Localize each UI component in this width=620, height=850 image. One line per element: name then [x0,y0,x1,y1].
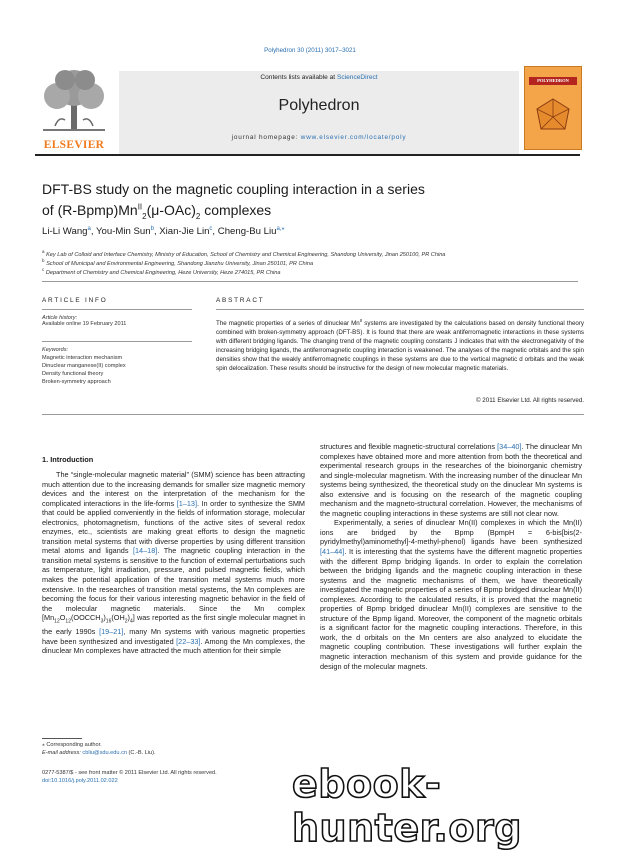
cover-polyhedron-art [535,97,571,133]
homepage-prefix: journal homepage: [231,134,301,141]
section-heading-introduction: 1. Introduction [42,455,94,464]
article-history [42,315,182,327]
email-link[interactable]: cbliu@sdu.edu.cn [82,750,127,756]
history-value: Available online 19 February 2011 [42,321,127,327]
keywords-block [42,346,182,386]
paragraph: structures and flexible magnetic-structural correlations [34–40]. The dinuclear Mn complexes have obtained more and more attention from both the theoretical and experimental research groups in the researches of the bioinorganic chemistry and single-molecular magnetism. With the increasing number of the dinuclear Mn systems being synthesized, the theoretical study on the dinuclear Mn systems is also extensive and is focusing on the research of the magnetic coupling mechanism and the magneto-structural correlation. However, the mechanisms of the magnetic coupling interactions in these systems are still not clear now. [320,442,583,518]
cover-title: POLYHEDRON [529,77,577,85]
article-title [42,180,582,225]
keyword: Broken-symmetry approach [42,379,111,385]
paragraph: The “single-molecular magnetic material” (SMM) science has been attracting much attention due to the increasing demands for smaller size magnetic memory devices and the interest on the interpretation of the mechanism for the complicated interactions in the life-forms [1–13]. In order to synthesize the SMM that could be applied conveniently in the fields of information storage, molecular electronics, photomagnetism, functions of the active sites of several redox enzymes, etc., scientists are making great efforts to design the magnetic transition metal systems that with diverse properties by using different transition metal atoms and ligands [14–18]. The magnetic coupling interaction in the transition metal systems is sensitive to the function of external perturbations such as temperature, light irradiation, pressure, and pulsed magnetic fields, which makes the potential application of the transition metal systems much more extensive. In the researches of transition metal systems, the Mn complexes are becoming the focus for their various interesting magnetic behavior in the field of the molecular magnetic materials. Since the Mn complex $[Mn_{12}O_{12}(OOCCH_3)_{16}(OH_2)_4]$ was reported as the first single molecular magnet in the early 1990s [19–21], many Mn systems with various magnetic properties have been synthesized and investigated [22–33]. Among the Mn complexes, the dinuclear Mn complexes have attracted the much attention for their simple [42,470,305,656]
doi-line [42,778,292,784]
journal-citation[interactable]: Polyhedron 30 (2011) 3017–3021 [264,47,356,54]
citation-link[interactable]: [1–13] [176,498,197,508]
paragraph: Experimentally, a series of dinuclear Mn(II) complexes in which the Mn(II) ions are bridged by the Bpmp (BpmpH = 6-bis[bis(2-pyridylmethyl)aminomethyl]-4-methyl-phenol) ligands have been synthesized [41–44]. It is interesting that the systems have the different magnetic properties with the different Bpmp bridging ligands. In order to explain the correlation between the bridging ligands and the magnetic coupling interaction in these systems and the magnetic mechanisms of them, we have theoretically investigated the magnetic properties of a series of Bpmp bridged dinuclear Mn(II) complexes. According to the calculated results, it is proved that the magnetic properties of Bpmp bridged dinuclear Mn(II) complexes are sensitive to the structure of the Bpmp ligand. Moreover, the component of the magnetic orbitals is a significant factor for the magnetic coupling interactions. Therefore, in this work, the d orbitals on the Mn centers are also analyzed to elucidate the magnetic coupling contribution. These investigations will further explain the magnetic interaction mechanism of this system and provide guidance for the design of the molecular magnets. [320,518,582,671]
keyword: Dinuclear manganese(II) complex [42,363,126,369]
citation-link[interactable]: [34–40] [497,442,522,451]
affiliation-rule [42,281,578,282]
issn-line: 0277-5387/$ - see front matter © 2011 Elsevier Ltd. All rights reserved. [42,770,217,776]
affiliation-b: $^b$ School of Municipal and Environmental Engineering, Shandong Jianzhu University, Jinan 250101, PR China [42,258,314,267]
abstract-rule [216,309,584,310]
journal-cover-thumbnail [524,66,582,150]
abstract-copyright: © 2011 Elsevier Ltd. All rights reserved. [476,397,584,404]
abstract-text: The magnetic properties of a series of dinuclear $Mn^{II}$ systems are investigated by the calculations based on density functional theory combined with broken-symmetry approach (DFT-BS). It is found that there are weak antiferromagnetic interactions in these systems with different bridging ligands. The changing trend of the magnetic coupling constants J indicates that with the electronegativity of the increasing bridging ligands, the antiferromagnetic coupling interaction is weakened. The analyses of the magnetic orbitals and the spin densities show that the weakly antiferromagnetic couplings in these systems are due to the vertical magnetic d orbitals and the weak spin delocalization. These results should be instructive for the design of new molecular magnetic materials. [216,318,585,372]
citation-link[interactable]: [19–21] [99,627,124,637]
citation-link[interactable]: [41–44] [320,547,345,557]
author[interactable]: You-Min Sun$^b$ [96,226,154,238]
footnote-rule [42,738,82,739]
author[interactable]: Xian-Jie Lin$^c$ [159,226,213,238]
sciencedirect-link[interactable]: ScienceDirect [336,74,378,81]
keywords-rule [42,341,192,342]
title-line-1: DFT-BS study on the magnetic coupling interaction in a series [42,181,425,197]
masthead-rule [35,154,580,156]
history-label: Article history: [42,315,78,321]
author-list: Li-Li Wang$^a$, You-Min Sun$^b$, Xian-Jie Lin$^c$, Cheng-Bu Liu$^{a,⁎}$ [42,226,285,238]
affiliation-c: $^c$ Department of Chemistry and Chemical Engineering, Heze University, Heze 274015, PR China [42,267,281,276]
body-column-right [320,442,582,671]
keyword: Density functional theory [42,371,104,377]
corresponding-author-note: ⁎ Corresponding author. [42,742,102,748]
abstract-bottom-rule [42,414,584,415]
citation-link[interactable]: [22–33] [176,636,201,646]
contents-line [119,74,519,81]
doi-link[interactable]: doi:10.1016/j.poly.2011.02.022 [42,778,118,784]
keywords-label: Keywords: [42,347,69,353]
abstract-heading: ABSTRACT [216,297,265,304]
author[interactable]: Li-Li Wang$^a$ [42,226,91,238]
watermark: ebook-hunter.org [292,762,522,850]
title-line-2: of $(R-Bpmp)Mn^{II}_2(\mu-OAc)_2$ complexes [42,201,272,221]
homepage-link[interactable]: www.elsevier.com/locate/poly [300,134,407,141]
elsevier-tree-logo [35,66,113,148]
journal-title: Polyhedron [278,97,360,114]
body-column-left [42,470,305,656]
affiliation-a: $^a$ Key Lab of Colloid and Interface Chemistry, Ministry of Education, School of Chemistry and Chemical Engineering, Shandong University, Jinan 250100, PR China [42,249,446,258]
article-info-heading: ARTICLE INFO [42,297,108,304]
email-footnote: E-mail address: cbliu@sdu.edu.cn (C.-B. Liu). [42,750,156,756]
contents-prefix: Contents lists available at [260,74,337,81]
journal-homepage [119,134,519,141]
article-info-rule [42,309,192,310]
citation-link[interactable]: [14–18] [132,546,158,556]
publisher-wordmark: ELSEVIER [43,139,105,151]
author[interactable]: Cheng-Bu Liu$^{a,⁎}$ [217,226,285,238]
keyword: Magnetic interaction mechanism [42,355,123,361]
